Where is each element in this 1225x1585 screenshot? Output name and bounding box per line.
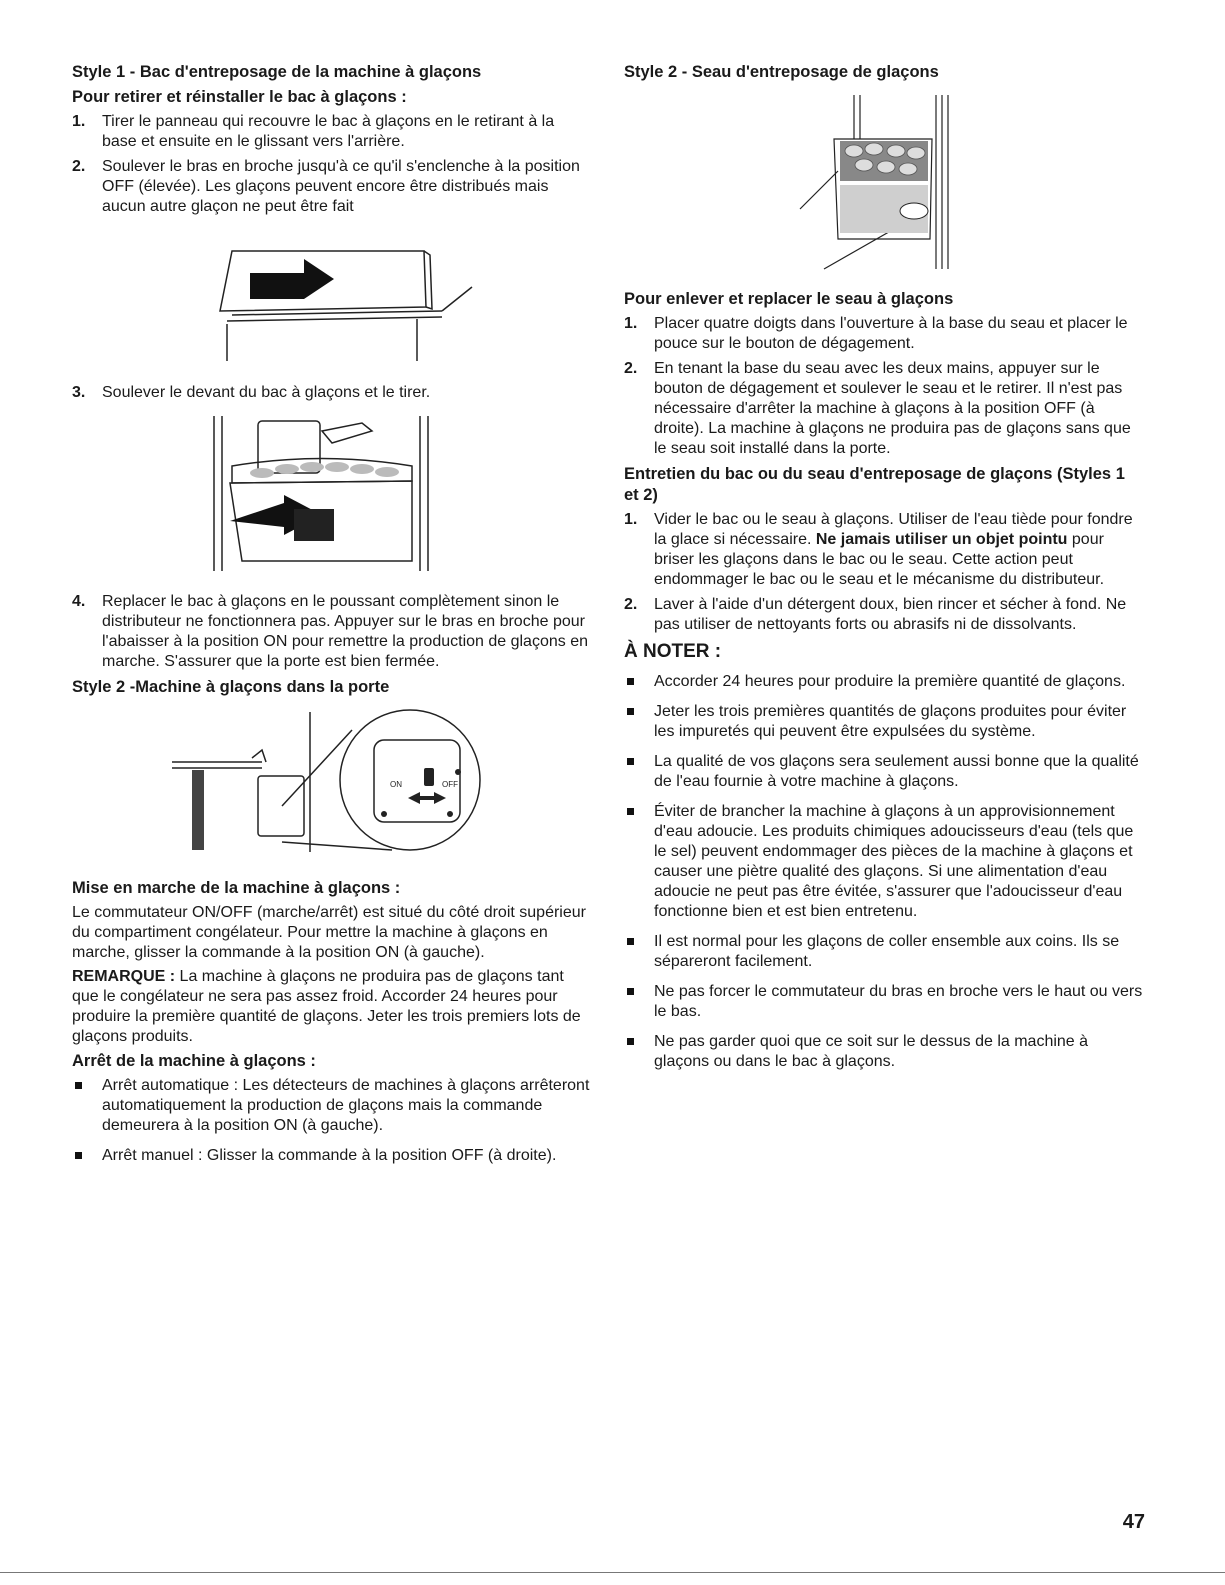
bullet-text: Arrêt manuel : Glisser la commande à la position OFF (à droite).	[102, 1147, 557, 1164]
note-item	[624, 982, 1144, 1022]
bullet-square-icon	[627, 708, 634, 715]
care-step-2	[624, 595, 1144, 635]
step-number: 1.	[624, 511, 638, 528]
start-paragraph: Le commutateur ON/OFF (marche/arrêt) est situé du côté droit supérieur du compartiment congélateur. Pour mettre la machine à glaçons en marche, glisser la commande à la position ON (à gauche).	[72, 904, 586, 961]
step-text: Soulever le devant du bac à glaçons et le tirer.	[102, 384, 431, 401]
remark-label: REMARQUE :	[72, 968, 176, 985]
bullet-square-icon	[75, 1082, 82, 1089]
switch-illustration	[72, 702, 592, 872]
style1-subheading: Pour retirer et réinstaller le bac à glaçons :	[72, 88, 407, 106]
style1-heading: Style 1 - Bac d'entreposage de la machine à glaçons	[72, 63, 482, 81]
remove-step-1	[624, 314, 1144, 354]
remark-text: La machine à glaçons ne produira pas de glaçons tant que le congélateur ne sera pas assez froid. Accorder 24 heures pour produire la première quantité de glaçons. Jeter les trois premiers lots de glaçons produits.	[72, 968, 581, 1045]
bullet-square-icon	[627, 1038, 634, 1045]
note-item	[624, 702, 1144, 742]
step-3	[72, 383, 592, 403]
stop-item-auto	[72, 1076, 592, 1136]
step-text: Replacer le bac à glaçons en le poussant complètement sinon le distributeur ne fonctionnera pas. Appuyer sur le bras en broche pour l'abaisser à la position ON pour remettre la production de glaçons en marche. S'assurer que la porte est bien fermée.	[102, 593, 588, 670]
switch-off-label: OFF	[442, 780, 458, 789]
step-number: 1.	[72, 113, 86, 130]
step-text: Laver à l'aide d'un détergent doux, bien rincer et sécher à fond. Ne pas utiliser de nettoyants forts ou abrasifs ni de dissolvants.	[654, 596, 1127, 633]
step-number: 2.	[72, 158, 86, 175]
ice-bucket-illustration	[624, 89, 1144, 279]
note-item	[624, 802, 1144, 922]
step-number: 2.	[624, 360, 638, 377]
bullet-square-icon	[627, 938, 634, 945]
step-1	[72, 112, 592, 152]
step-text: Tirer le panneau qui recouvre le bac à glaçons en le retirant à la base et ensuite en le glissant vers l'arrière.	[102, 113, 555, 150]
step-number: 4.	[72, 593, 86, 610]
step-text: Placer quatre doigts dans l'ouverture à la base du seau et placer le pouce sur le bouton de dégagement.	[654, 315, 1128, 352]
style2-bucket-heading: Style 2 - Seau d'entreposage de glaçons	[624, 63, 939, 81]
start-heading: Mise en marche de la machine à glaçons :	[72, 879, 401, 897]
bullet-square-icon	[75, 1152, 82, 1159]
bullet-text: Arrêt automatique : Les détecteurs de machines à glaçons arrêteront automatiquement la production de glaçons mais la commande demeurera à la position ON (à gauche).	[102, 1077, 590, 1134]
step-text: En tenant la base du seau avec les deux mains, appuyer sur le bouton de dégagement et soulever le seau et le retirer. Il n'est pas nécessaire d'arrêter la machine à glaçons à la position OFF (à droite). La machine à glaçons ne produira pas de glaçons sans que le seau soit installé dans la porte.	[654, 360, 1131, 457]
bottom-rule	[0, 1572, 1225, 1573]
step-2	[72, 157, 592, 217]
bullet-square-icon	[627, 758, 634, 765]
care-step-1-text-b: pour briser les glaçons dans le bac ou le seau. Cette action peut endommager le bac ou le seau et le mécanisme du distributeur.	[654, 531, 1105, 588]
bullet-text: Accorder 24 heures pour produire la première quantité de glaçons.	[654, 673, 1126, 690]
note-heading: À NOTER :	[624, 641, 722, 662]
bullet-text: Éviter de brancher la machine à glaçons à un approvisionnement d'eau adoucie. Les produits chimiques adoucisseurs d'eau (tels que le sel) peuvent endommager des pièces de la machine à glaçons et causer une piètre qualité des glaçons. Si une alimentation d'eau adoucie ne peut pas être évitée, s'assurer que l'adoucisseur d'eau fonctionne bien et est bien entretenu.	[654, 803, 1134, 920]
bullet-text: Il est normal pour les glaçons de coller ensemble aux coins. Ils se sépareront facilement.	[654, 933, 1120, 970]
stop-item-manual	[72, 1146, 592, 1166]
page-number: 47	[1122, 1511, 1145, 1533]
bin-removal-illustration	[72, 411, 592, 586]
style2-door-heading: Style 2 -Machine à glaçons dans la porte	[72, 678, 390, 696]
note-item	[624, 672, 1144, 692]
step-number: 2.	[624, 596, 638, 613]
panel-removal-illustration	[72, 229, 592, 379]
bullet-square-icon	[627, 988, 634, 995]
remove-bucket-heading: Pour enlever et replacer le seau à glaçons	[624, 290, 954, 308]
bullet-square-icon	[627, 678, 634, 685]
switch-on-label: ON	[390, 780, 402, 789]
step-text: Soulever le bras en broche jusqu'à ce qu'il s'enclenche à la position OFF (élevée). Les glaçons peuvent encore être distribués mais aucun autre glaçon ne peut être fait	[102, 158, 580, 215]
note-item	[624, 752, 1144, 792]
step-number: 3.	[72, 384, 86, 401]
stop-heading: Arrêt de la machine à glaçons :	[72, 1052, 316, 1070]
bullet-text: Jeter les trois premières quantités de glaçons produites pour éviter les impuretés qui peuvent être expulsées du système.	[654, 703, 1127, 740]
bullet-text: Ne pas garder quoi que ce soit sur le dessus de la machine à glaçons ou dans le bac à glaçons.	[654, 1033, 1089, 1070]
bullet-square-icon	[627, 808, 634, 815]
remark-paragraph	[72, 967, 592, 1047]
note-item	[624, 1032, 1144, 1072]
care-step-1-warning: Ne jamais utiliser un objet pointu	[815, 531, 1068, 548]
step-number: 1.	[624, 315, 638, 332]
left-column	[72, 62, 592, 1176]
right-column	[624, 62, 1144, 1082]
note-item	[624, 932, 1144, 972]
remove-step-2	[624, 359, 1144, 459]
care-heading: Entretien du bac ou du seau d'entreposage de glaçons (Styles 1 et 2)	[624, 465, 1125, 504]
care-step-1	[624, 510, 1144, 590]
care-step-1-text-a: Vider le bac ou le seau à glaçons. Utiliser de l'eau tiède pour fondre la glace si nécessaire.	[654, 511, 1133, 548]
step-4	[72, 592, 592, 672]
bullet-text: La qualité de vos glaçons sera seulement aussi bonne que la qualité de l'eau fournie à votre machine à glaçons.	[654, 753, 1139, 790]
bullet-text: Ne pas forcer le commutateur du bras en broche vers le haut ou vers le bas.	[654, 983, 1143, 1020]
